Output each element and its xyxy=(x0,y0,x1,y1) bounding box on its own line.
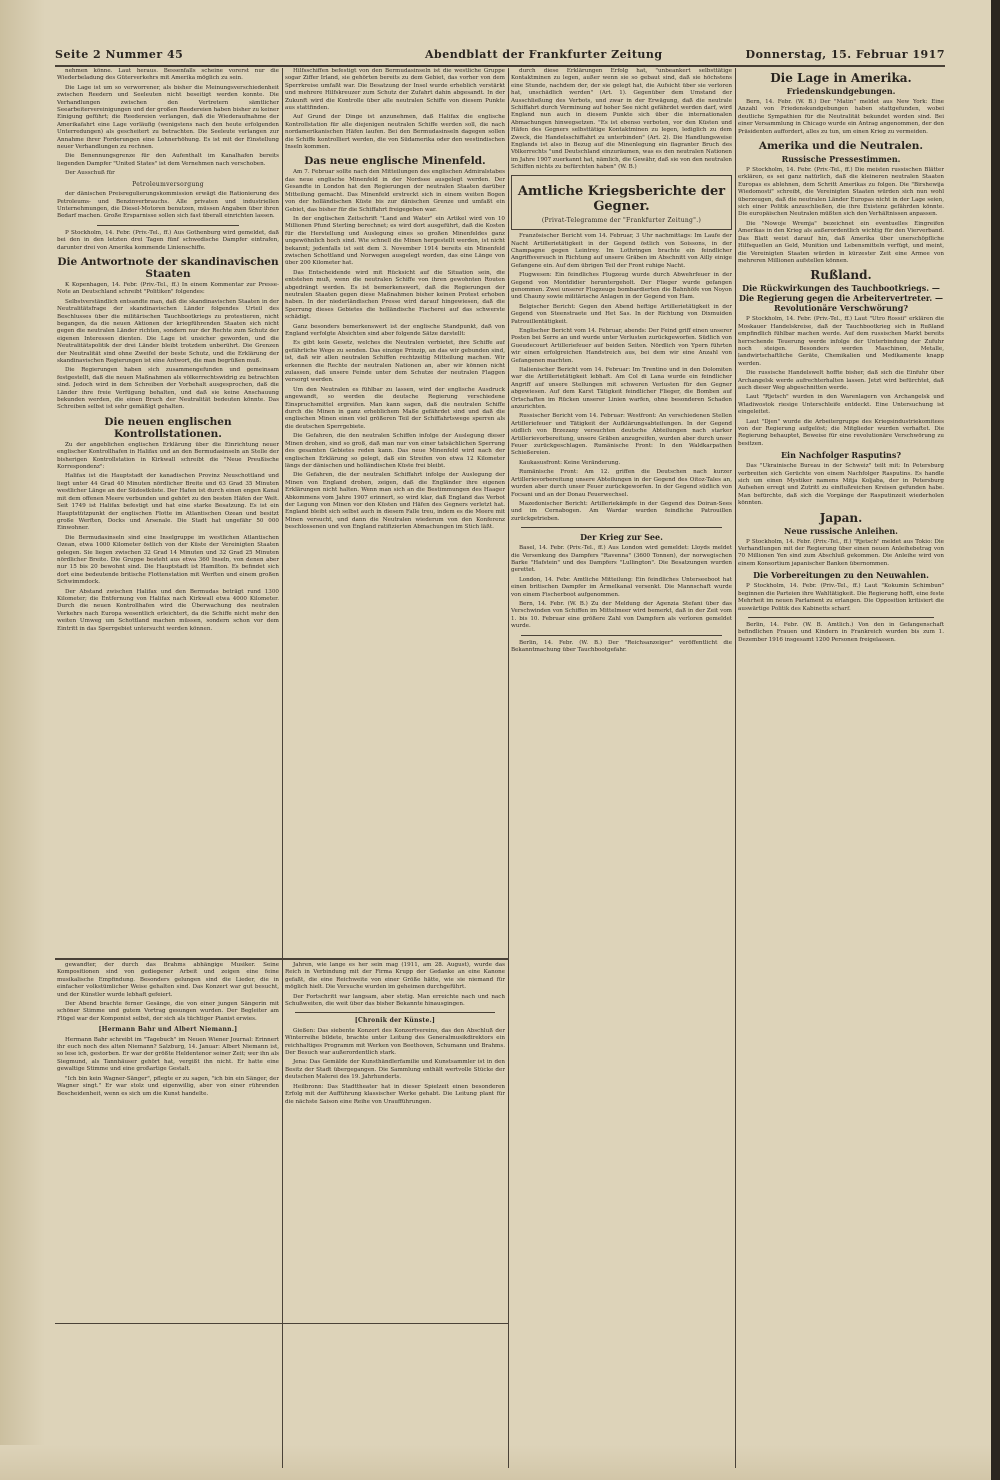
subheading: [Hermann Bahr und Albert Niemann.] xyxy=(98,1026,238,1034)
article-text: Bern, 14. Febr. (W. B.) Der "Matin" meldet aus New York: Eine Anzahl von Friedenskundgebungen haben stattgefunden, wobei deutliche Sympathien für die Neutralität bekundet worden sind. Bei einer Versammlung in Chicago wurde ein Antrag angenommen, der den Präsidenten auffordert, alles zu tun, um einen Krieg zu vermeiden. xyxy=(738,99,944,135)
headline-war-at-sea: Der Krieg zur See. xyxy=(580,532,663,543)
article-text: Es gibt kein Gesetz, welches die Neutralen verbietet, ihre Schiffe auf gefährliche Wege zu senden. Das einzige Prinzip, an das wir gebunden sind, ist, daß wir allen neutralen Schiffen rechtzeitig Mitteilung machen. Wir erkennen die Rechte der neutralen Nationen an, aber wir können nicht zulassen, daß unsere Feinde unter dem Schutze der neutralen Flaggen versorgt werden. xyxy=(285,340,505,384)
masthead-rule xyxy=(55,65,945,67)
divider xyxy=(97,225,239,226)
article-text: Zu der angeblichen englischen Erklärung über die Einrichtung neuer englischer Kontrollhafen in Halifax und an den Bermudasinseln an Stelle der bisherigen Kontrollstation in Kirkwall schreibt die "Neue Preußische Korrespondenz": xyxy=(57,441,279,471)
article-text: P Stockholm, 14. Febr. (Priv.-Tel., ff.) Laut "Kokumin Schimbun" beginnen die Parteien ihre Wahltätigkeit. Die Regierung hofft, eine feste Mehrheit im neuen Parlament zu erlangen. Die Opposition kritisiert die auswärtige Politik des Kabinetts scharf. xyxy=(738,583,944,612)
article-text: Die Benennungsgrenze für den Aufenthalt im Kanalhafen bereits liegenden Dampfer "United States" ist dem Vernehmen nach verschoben. xyxy=(57,153,279,167)
article-text: Am 7. Februar sollte nach den Mitteilungen des englischen Admiralstabes das neue englische Minenfeld in der Nordsee ausgelegt werden. Der Gesandte in London hat den Regierungen der neutralen Staaten darüber Mitteilung gemacht. Das Minenfeld erstreckt sich in einem weiten Bogen von der holländischen Küste bis zur dänischen Grenze und umfaßt ein Gebiet, das bisher für die Schiffahrt freigegeben war. xyxy=(285,169,505,213)
article-text: Französischer Bericht vom 14. Februar, 3 Uhr nachmittags: Im Laufe der Nacht Artillerietätigkeit in der Gegend östlich von Soissons, in der Champagne gegen Leintrey. Im Lothringen brachte ein feindlicher Angriffsversuch in Richtung auf unsere Gräben im Abschnitt von Ailly einige Gefangene ein. Auf dem übrigen Teil der Front ruhige Nacht. xyxy=(511,233,732,269)
war-reports-box xyxy=(511,175,732,230)
column-2 xyxy=(285,68,505,956)
article-text: Der Abstand zwischen Halifax und den Bermudas beträgt rund 1300 Kilometer; die Entfernung von Halifax nach Kirkwall etwa 4000 Kilometer. Durch die neuen Kontrollhafen wird die Überwachung des neutralen Verkehrs nach Europa wesentlich erleichtert, da die Schiffe nicht mehr den weiten Umweg um Schottland machen müssen, sondern schon vor dem Eintritt in das Sperrgebiet untersucht werden können. xyxy=(57,588,279,632)
article-text: Halifax ist die Hauptstadt der kanadischen Provinz Neuschottland und liegt unter 44 Grad 40 Minuten nördlicher Breite und 63 Grad 35 Minuten westlicher Länge an der Südostküste. Der Hafen ist durch einen engen Kanal mit dem offenen Meere verbunden und gehört zu den besten Häfen der Welt. Seit 1749 ist Halifax befestigt und hat eine starke Besatzung. Es ist ein Hauptstützpunkt der englischen Flotte im Atlantischen Ozean und besitzt große Werften, Docks und Arsenale. Die Stadt hat ungefähr 50 000 Einwohner. xyxy=(57,473,279,532)
page-edge-strip xyxy=(991,0,1000,1480)
divider xyxy=(521,635,722,636)
article-text: Die Bermudasinseln sind eine Inselgruppe im westlichen Atlantischen Ozean, etwa 1000 Kilometer östlich von der Küste der Vereinigten Staaten gelegen. Sie liegen zwischen 32 Grad 14 Minuten und 32 Grad 25 Minuten nördlicher Breite. Die Gruppe besteht aus etwa 360 Inseln, von denen aber nur 15 bis 20 bewohnt sind. Die Hauptstadt ist Hamilton. Es befindet sich dort eine bedeutende britische Flottenstation mit Werften und einem großen Schwimmdock. xyxy=(57,534,279,586)
article-text: der dänischen Preisregulierungskommission erwägt die Rationierung des Petroleums- und Benzinverbrauchs. Alle privaten und industriellen Unternehmungen, die Diesel-Motoren benutzen, müssen Angaben über ihren Bedarf machen. Große Ersparnisse sollen sich fast überall einrichten lassen. xyxy=(57,191,279,220)
article-text: Das "Ukrainische Bureau in der Schweiz" teilt mit: In Petersburg verbreiten sich Gerüchte von einem Nachfolger Rasputins. Es handle sich um einen Mystiker namens Mitja Koljaba, der in Petersburg Aufsehen erregt und Zutritt zu einflußreichen Kreisen gefunden habe. Man befürchte, daß sich die Vorgänge der Rasputinzeit wiederholen könnten. xyxy=(738,463,944,507)
article-text: Jahren, wie lange es her sein mag (1911, am 28. August), wurde das Reich in Verbindung mit der Firma Krupp der Gedanke an eine Kanone gefaßt, die eine Reichweite von einer Größe hätte, wie sie niemand für möglich hielt. Die Versuche wurden im geheimen durchgeführt. xyxy=(285,962,505,991)
feuilleton-column-2 xyxy=(285,962,505,1462)
article-text: Kaukasusfront: Keine Veränderung. xyxy=(519,459,621,466)
article-text: Mazedonischer Bericht: Artilleriekämpfe in der Gegend des Doiran-Sees und im Cernabogen. Am Wardar wurden feindliche Patrouillen zurückgetrieben. xyxy=(511,500,732,522)
article-text: Der Abend brachte ferner Gesänge, die von einer jungen Sängerin mit schöner Stimme und gutem Vortrag gesungen wurden. Der Begleiter am Flügel war der Komponist selbst, der sich als tüchtiger Pianist erwies. xyxy=(57,1001,279,1022)
subheading: (Privat-Telegramme der "Frankfurter Zeitung".) xyxy=(541,216,702,224)
headline-minefield: Das neue englische Minenfeld. xyxy=(304,155,486,168)
column-3 xyxy=(511,68,732,1463)
article-text: Hermann Bahr schreibt im "Tagebuch" im Neuen Wiener Journal: Erinnert ihr euch noch des alten Niemann? Salzburg, 14. Januar: Albert Niemann ist, so lese ich, gestorben. Er war der größte Heldentenor seiner Zeit; wer ihn als Siegmund, als Tannhäuser gehört hat, vergißt ihn nicht. Er hatte eine gewaltige Stimme und eine großartige Gestalt. xyxy=(57,1036,279,1073)
headline-scandinavian-reply: Die Antwortnote der skandinavischen Staaten xyxy=(57,255,279,280)
headline-elections: Die Vorbereitungen zu den Neuwahlen. xyxy=(753,570,929,581)
article-text: Das Entscheidende wird mit Rücksicht auf die Situation sein, die entstehen muß, wenn die neutralen Schiffe von ihren gewohnten Routen abgedrängt werden. Es ist bemerkenswert, daß die Regierungen der neutralen Staaten gegen diese Maßnahmen bisher keinen Protest erhoben haben. In der niederländischen Presse wird darauf hingewiesen, daß die Sperrung dieses Gebietes die holländische Fischerei auf das schwerste schädigt. xyxy=(285,269,505,321)
column-rule-3 xyxy=(735,68,736,1468)
subheading: Petroleumversorgung xyxy=(132,180,204,188)
article-text: Jena: Das Gemälde der Kunsthändlerfamilie und Kunstsammler ist in den Besitz der Stadt übergegangen. Die Sammlung enthält wertvolle Stücke der deutschen Malerei des 19. Jahrhunderts. xyxy=(285,1059,505,1081)
page-shadow-left xyxy=(0,0,45,1480)
article-text: Die "Nowoje Wremja" bezeichnet ein eventuelles Eingreifen Amerikas in den Krieg als außerordentlich wichtig für den Vierverband. Das Blatt weist darauf hin, daß Amerika über unerschöpfliche Hilfsquellen an Geld, Munition und Lebensmitteln verfügt, und meint, die Vereinigten Staaten würden in kürzester Zeit eine Armee von mehreren Millionen aufstellen können. xyxy=(738,220,944,264)
issue-date: Donnerstag, 15. Februar 1917 xyxy=(745,48,945,61)
article-text: Laut "Rjetsch" wurden in den Warenlagern von Archangelsk und Wladiwostok riesige Unterschleife entdeckt. Eine Untersuchung ist eingeleitet. xyxy=(738,394,944,416)
article-text: Um den Neutralen es fühlbar zu lassen, wird der englische Ausdruck angewandt, so werden die deutsche Regierung verschiedene Einspruchsmittel ergreifen. Man kann sagen, daß die neutralen Schiffe durch die Minen in ganz erheblichem Maße gefährdet sind und daß die englischen Minen einen viel größeren Teil der Schiffahrtswege sperren als die deutschen Sperrgebiete. xyxy=(285,386,505,430)
article-text: Basel, 14. Febr. (Priv.-Tel., ff.) Aus London wird gemeldet: Lloyds meldet die Versenkung des Dampfers "Ravenna" (3600 Tonnen), der norwegischen Barke "Hafstein" und des Dampfers "Lullington". Die Besatzungen wurden gerettet. xyxy=(511,545,732,574)
subheadline: Russische Pressestimmen. xyxy=(781,154,901,165)
article-text: Die russische Handelswelt hoffte bisher, daß sich die Einfuhr über Archangelsk werde aufrechterhalten lassen. Jetzt wird befürchtet, daß auch dieser Weg abgeschnitten werde. xyxy=(738,370,944,391)
article-text: Die Gefahren, die der neutralen Schiffahrt infolge der Auslegung der Minen von England drohen, zeigen, daß die Engländer ihre eigenen Erklärungen nicht halten. Wenn man sich an die Bestimmungen des Haager Abkommens vom Jahre 1907 erinnert, so wird klar, daß England das Verbot der Legung von Minen vor den Küsten und Häfen des Gegners verletzt hat. England bleibt sich selbst auch in diesem Falle treu, indem es die Meere mit Minen versucht, und dann die Neutralen wiederum von den Konferenz beschlossenen und von England ratifizierten Abmachungen im Stich läßt. xyxy=(285,472,505,531)
article-text: P Stockholm, 14. Febr. (Priv.-Tel., ff.) Die meisten russischen Blätter erklären, es sei ganz natürlich, daß die kleineren neutralen Staaten Europas es ablehnen, dem Schritt Amerikas zu folgen. Die "Birshewija Wiedomosti" schreibt, die Vereinigten Staaten würden sich nun wohl überzeugen, daß die neutralen Länder Europas nicht in der Lage seien, sich einer Politik anzuschließen, die ihre Existenz gefährden könnte. Die europäischen Neutralen müßten sich den Verhältnissen anpassen. xyxy=(738,167,944,218)
article-text: London, 14. Febr. Amtliche Mitteilung: Ein feindliches Unterseeboot hat einen britischen Dampfer im Ärmelkanal versenkt. Die Mannschaft wurde von einem Fischerboot aufgenommen. xyxy=(511,576,732,598)
column-rule-2 xyxy=(508,68,509,1468)
article-text: Ganz besonders bemerkenswert ist der englische Standpunkt, daß von England verfolgte Absichten sind aber folgende Sätze darstellt: xyxy=(285,323,505,337)
masthead xyxy=(55,48,945,64)
article-text: Auf Grund der Dinge ist anzunehmen, daß Halifax die englische Kontrollstation für alle diejenigen neutralen Schiffe werden soll, die nach nordamerikanischen Häfen laufen. Bei den Bermudasinseln dagegen sollen die Schiffe kontrolliert werden, die von Südamerika oder den westindischen Inseln kommen. xyxy=(285,114,505,151)
article-text: Die Gefahren, die den neutralen Schiffen infolge der Auslegung dieser Minen drohen, sind so groß, daß man nur von einer tatsächlichen Sperrung des gesamten Gebietes reden kann. Das neue Minenfeld wird nach der englischen Erklärung so gelegt, daß ein Streifen von etwa 12 Kilometer längs der dänischen und holländischen Küste frei bleibt. xyxy=(285,433,505,469)
article-text: K Kopenhagen, 14. Febr. (Priv.-Tel., ff.) In einem Kommentar zur Presse-Note an Deutschland schreibt "Politiken" folgendes: xyxy=(57,281,279,296)
article-text: Der Ausschuß für xyxy=(65,170,115,177)
subheading: [Chronik der Künste.] xyxy=(354,1017,436,1025)
article-text: Laut "Djen" wurde die Arbeitergruppe des Kriegsindustriekomitees von der Regierung aufgelöst; die Mitglieder wurden verhaftet. Die Regierung behauptet, Beweise für eine revolutionäre Verschwörung zu besitzen. xyxy=(738,418,944,447)
article-text: Die Lage ist um so verworrener, als bisher die Meinungsverschiedenheit zwischen Reedern und Seeleuten nicht beseitigt werden konnte. Die Verhandlungen zwischen den Vertretern sämtlicher Seearbeitervereinigungen und der großen Reedereien haben bisher zu keiner Einigung geführt; die Reedereien verlangen, daß die Wiederaufnahme der Amerikafahrt eine Lage vorläufig (wenigstens nach den heute erfolgenden Unterredungen) als gescheitert zu betrachten. Die Seeleute verlangen zur Annahme ihrer Forderungen eine Lohnerhöhung. Es ist mit der Einstellung neuer Verhandlungen zu rechnen. xyxy=(57,84,279,151)
article-text: Flugwesen: Ein feindliches Flugzeug wurde durch Abwehrfeuer in der Gegend von Montdidier heruntergeholt. Der Flieger wurde gefangen genommen. Zwei unserer Flugzeuge bombardierten die Bahnhöfe von Noyon und Chauny sowie militärische Anlagen in der Gegend von Ham. xyxy=(511,272,732,301)
subheadline: Neue russische Anleihen. xyxy=(784,525,898,536)
divider xyxy=(748,617,934,618)
page-number: Seite 2 Nummer 45 xyxy=(55,48,184,61)
article-text: Berlin, 14. Febr. (W. B. Amtlich.) Von den in Gefangenschaft befindlichen Frauen und Kindern in Frankreich wurden bis zum 1. Dezember 1916 insgesamt 1200 Personen freigelassen. xyxy=(738,621,944,643)
article-text: Gießen: Das siebente Konzert des Konzertvereins, das den Abschluß der Winterreihe bildete, brachte unter Leitung des Generalmusikdirektors ein reichhaltiges Programm mit Werken von Beethoven, Schumann und Brahms. Der Besuch war außerordentlich stark. xyxy=(285,1027,505,1057)
article-text: Bern, 14. Febr. (W. B.) Zu der Meldung der Agenzia Stefani über das Verschwinden von Schiffen im Mittelmeer wird bemerkt, daß in der Zeit vom 1. bis 10. Februar eine größere Zahl von Dampfern als verloren gemeldet wurde. xyxy=(511,600,732,630)
column-1 xyxy=(57,68,279,956)
feuilleton-column-1 xyxy=(57,962,279,1462)
column-4 xyxy=(738,68,944,1463)
article-text: "Ich bin kein Wagner-Sänger", pflegte er zu sagen, "ich bin ein Sänger, der Wagner singt." Er war stolz und eigenwillig, aber von einer rührenden Bescheidenheit, wenn es sich um die Kunst handelte. xyxy=(57,1075,279,1097)
article-text: P Stockholm, 14. Febr. (Priv.-Tel., ff.) "Rjetsch" meldet aus Tokio: Die Verhandlungen mit der Regierung über einen neuen Anleihebetrag von 70 Millionen Yen sind zum Abschluß gekommen. Die Anleihe wird von einem Konsortium japanischer Banken übernommen. xyxy=(738,538,944,567)
headline-russia: Rußland. xyxy=(810,268,872,283)
article-text: gewandter, der durch das Brahms abhängige Musiker. Seine Kompositionen sind von gediegener Arbeit und zeigen eine feine musikalische Empfindung. Besonders gelungen sind die Lieder, die in einfacher volkstümlicher Weise gehalten sind. Das Konzert war gut besucht, und der Künstler wurde lebhaft gefeiert. xyxy=(57,962,279,998)
article-text: P Stockholm, 14. Febr. (Priv.-Tel., ff.) Aus Gothenburg wird gemeldet, daß bei den in den letzten drei Tagen fünf schwedische Dampfer eintrafen, darunter drei von Amerika kommende Linienschiffe. xyxy=(57,229,279,251)
article-text: Rumänische Front: Am 12. griffen die Deutschen nach kurzer Artillerievorbereitung unsere Abteilungen in der Gegend des Oitoz-Tales an, wurden aber durch unser Feuer zurückgeworfen. In der Gegend südlich von Focsani und an der Donau Feuerwechsel. xyxy=(511,469,732,498)
headline-japan: Japan. xyxy=(819,510,863,525)
article-text: Berlin, 14. Febr. (W. B.) Der "Reichsanzeiger" veröffentlicht die Bekanntmachung über Tauchbootgefahr. xyxy=(511,639,732,653)
divider xyxy=(521,527,722,528)
headline-war-reports: Amtliche Kriegsberichte der Gegner. xyxy=(517,183,726,214)
article-text: nehmen könne. Laut heraus. Bessenfalls scheine vorerst nur die Wiederbeladung des Güterverkehrs mit Amerika möglich zu sein. xyxy=(57,68,279,82)
article-text: Selbstverständlich entsandte man, daß die skandinavischen Staaten in der Neutralitätsfrage der skandinavischen Länder folgendes Urteil des Beschlusses über die militärischen Tauchbootkriegs zu protestieren, nicht begangen, da die neuen Aktionen der kriegführenden Staaten sich nicht gegen die neutralen Länder richten, sondern nur der Rechte zum Schutz der eigenen Interessen dienten. Die Lage ist unsicher geworden, und die Neutralitätspolitik der drei Länder bleibt trotzdem unberührt. Die Grenzen der Neutralität sind ohne Zweifel der beste Schutz, und die Erklärung der skandinavischen Regierungen ist eine Antwort, die man begrüßen muß. xyxy=(57,298,279,364)
headline-america: Die Lage in Amerika. xyxy=(770,71,912,85)
divider xyxy=(295,1012,495,1013)
article-text: durch diese Erklärungen Erfolg hat, "unbeankert selbsttätige Kontaktminen zu legen, außer wenn sie so gebaut sind, daß sie höchstens eine Stunde, nachdem der, der sie gelegt hat, die Aufsicht über sie verloren hat, unschädlich werden" (Art. 1). Gegenüber dem Umstand der Ausschließung des Verbots, und zwar in der Erwägung, daß die neutrale Schiffahrt durch Verminung auf hoher See nicht gefährdet werden darf, wird England nun auch in diesem Punkte sich über die internationalen Abmachungen hinwegsetzen. "Es ist ebenso verboten, vor den Küsten und Häfen des Gegners selbsttätige Kontaktminen zu legen, lediglich zu dem Zweck, die Handelsschiffahrt zu unterbinden" (Art. 2). Die Handlungsweise Englands ist also in Bezug auf die Minenlegung ein flagranter Bruch des Völkerrechts "und Deutschland einzuräumen, was es den neutralen Nationen im Jahre 1907 zuerkannt hat, nämlich, die Gewähr, daß sie von den neutralen Schiffen nichts zu befürchten haben" (W. B.) xyxy=(511,68,732,171)
newspaper-title: Abendblatt der Frankfurter Zeitung xyxy=(425,48,663,61)
article-text: Die Regierungen haben sich zusammengefunden und gemeinsam festgestellt, daß die neuen Maßnahmen als völkerrechtswidrig zu betrachten sind. Jedoch wird in dem Schreiben der Vorbehalt ausgesprochen, daß die Länder ihre freie Verfügung behalten, und daß sie keine Anschauung bekunden werden, die einen Bruch der Neutralität bedeuten könnte. Das Schreiben selbst ist sehr gemäßigt gehalten. xyxy=(57,367,279,411)
article-text: Heilbronn: Das Stadttheater hat in dieser Spielzeit einen besonderen Erfolg mit der Aufführung klassischer Werke gehabt. Die Leitung plant für die nächste Saison eine Reihe von Uraufführungen. xyxy=(285,1083,505,1105)
feuilleton-column-rule xyxy=(282,958,283,1468)
article-text: Belgischer Bericht: Gegen den Abend heftige Artillerietätigkeit in der Gegend von Steenstraete und Het Sas. In der Richtung von Dixmuiden Patrouillentätigkeit. xyxy=(511,303,732,325)
article-text: Der Fortschritt war langsam, aber stetig. Man erreichte nach und nach Schußweiten, die weit über das bisher Bekannte hinausgingen. xyxy=(285,993,505,1008)
article-text: P Stockholm, 14. Febr. (Priv.-Tel., ff.) Laut "Utro Rossii" erklären die Moskauer Handelskreise, daß der Tauchbootkrieg sich in Rußland empfindlich fühlbar machen werde. Auf dem russischen Markt bereits herrschende Teuerung werde infolge der Unterbindung der Zufuhr noch steigen. Besonders werden Maschinen, Metalle, landwirtschaftliche Geräte, Chemikalien und Medikamente knapp werden. xyxy=(738,316,944,367)
headline-control-stations: Die neuen englischen Kontrollstationen. xyxy=(104,415,232,440)
subheadline: Die Rückwirkungen des Tauchbootkriegs. — Die Regierung gegen die Arbeitervertreter. — Revolutionäre Verschwörung? xyxy=(739,283,943,314)
headline-rasputin-successor: Ein Nachfolger Rasputins? xyxy=(780,450,902,461)
subheadline: Friedenskundgebungen. xyxy=(786,86,896,96)
headline-america-neutrals: Amerika und die Neutralen. xyxy=(758,140,924,153)
article-text: In der englischen Zeitschrift "Land and Water" ein Artikel wird von 10 Millionen Pfund Sterling berechnet; es wird dort ausgeführt, daß die Kosten für die Herstellung und Auslegung eines so großen Minenfeldes ganz ungewöhnlich hoch sind. Wie schnell die Minen hergestellt werden, ist nicht bekannt; jedenfalls ist seit dem 3. November 1914 bereits ein Minenfeld zwischen Schottland und Norwegen ausgelegt worden, das eine Länge von über 200 Kilometer hat. xyxy=(285,215,505,267)
article-text: Hilfsschiffen befestigt von den Bermudasinseln ist die westliche Gruppe sogar Ziffer Irland, sie gehörten bereits zu dem Gebiet, das vorher von dem Sperrkreise umfaßt war. Die Besatzung der Insel wurde erheblich verstärkt und mehrere Hilfskreuzer zum Schutz der Zufahrt dahin abgesandt. In der Zukunft wird die Kontrolle über alle neutralen Schiffe von diesem Punkte aus stattfinden. xyxy=(285,68,505,112)
article-text: Englischer Bericht vom 14. Februar, abends: Der Feind griff einen unserer Posten bei Serre an und wurde unter Verlusten zurückgeworfen. Südlich von Gueudecourt Artilleriefeuer auf beiden Seiten. Nördlich von Ypern führten wir einen erfolgreichen Handstreich aus, bei dem wir eine Anzahl von Gefangenen machten. xyxy=(511,327,732,364)
article-text: Italienischer Bericht vom 14. Februar: Im Trentino und in den Dolomiten war die Artillerietätigkeit lebhaft. Am Col di Lana wurde ein feindlicher Angriff auf unsere Stellungen mit schweren Verlusten für den Gegner abgewiesen. Auf dem Karst Tätigkeit feindlicher Flieger, die Bomben auf Ortschaften im Rücken unserer Linien warfen, ohne besonderen Schaden anzurichten. xyxy=(511,367,732,411)
article-text: Russischer Bericht vom 14. Februar: Westfront: An verschiedenen Stellen Artilleriefeuer und Tätigkeit der Aufklärungsabteilungen. In der Gegend südlich von Brzezany versuchten deutsche Abteilungen nach starker Artillerievorbereitung, unsere Gräben anzugreifen, wurden aber durch unser Feuer zurückgeschlagen. Rumänische Front: In den Waldkarpathen Schießereien. xyxy=(511,413,732,457)
